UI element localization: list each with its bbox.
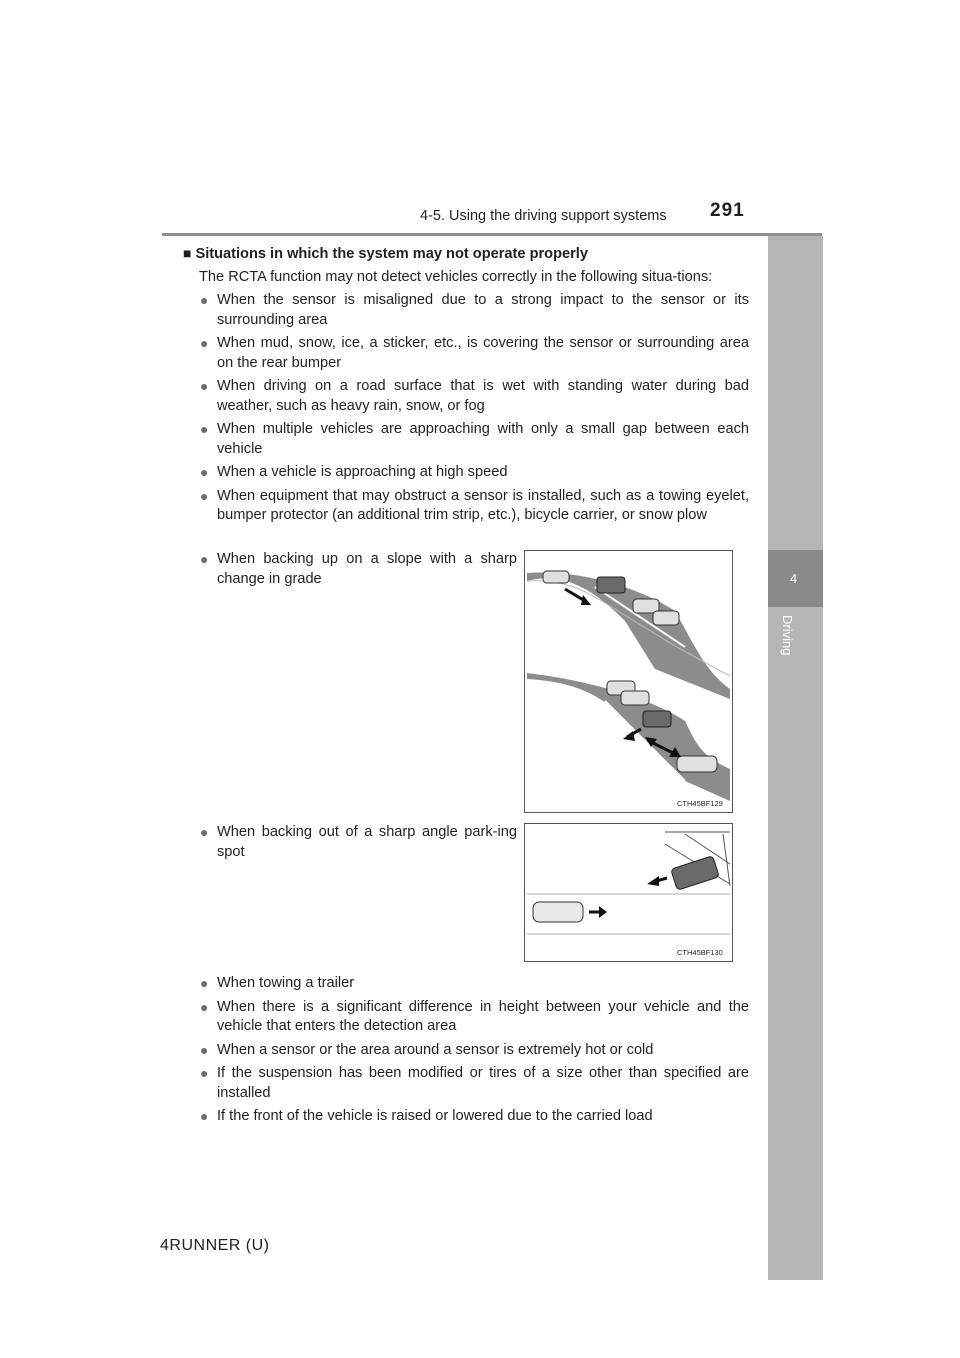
heading-marker: ■ <box>183 245 192 261</box>
parking-diagram-icon <box>525 824 732 961</box>
figure-code: CTH45BF130 <box>677 948 723 957</box>
bullet-list-top <box>183 291 749 526</box>
header-section-title: 4-5. Using the driving support systems <box>420 208 667 224</box>
bullet-icon: ● <box>200 292 209 308</box>
bullet-icon: ● <box>200 975 209 991</box>
bullet-icon: ● <box>200 998 209 1015</box>
list-item: ● When equipment that may obstruct a sensor is installed, such as a towing eyelet, bumper protector (an additional trim strip, etc.), bicycle carrier, or snow plow <box>200 487 749 523</box>
list-item: ● If the suspension has been modified or tires of a size other than specified are installed <box>200 1065 749 1101</box>
list-item: ● When driving on a road surface that is wet with standing water during bad weather, such as heavy rain, snow, or fog <box>200 378 749 414</box>
section-heading <box>183 244 749 265</box>
list-item: ● When there is a significant difference in height between your vehicle and the vehicle that enters the detection area <box>200 998 749 1034</box>
bullet-list-bottom <box>183 970 749 1127</box>
list-item: ● When multiple vehicles are approaching with only a small gap between each vehicle <box>200 421 749 457</box>
list-item: ● When a vehicle is approaching at high speed <box>183 463 749 483</box>
side-strip-top <box>768 236 823 550</box>
main-content <box>183 244 749 526</box>
list-item: ● When mud, snow, ice, a sticker, etc., is covering the sensor or surrounding area on the rear bumper <box>200 335 749 371</box>
list-item: ● When backing up on a slope with a sharp change in grade <box>200 551 517 587</box>
page-number: 291 <box>710 200 745 221</box>
figure-item-slope <box>183 550 517 589</box>
header-rule <box>162 233 822 236</box>
side-strip-bottom <box>768 607 823 1280</box>
list-item: ● If the front of the vehicle is raised or lowered due to the carried load <box>183 1107 749 1127</box>
bullet-icon: ● <box>200 335 209 351</box>
intro-paragraph: The RCTA function may not detect vehicles correctly in the following situa-tions: <box>199 268 713 285</box>
bullet-icon: ● <box>200 487 209 504</box>
bullet-icon: ● <box>200 1065 209 1081</box>
figure-item-parking <box>183 823 517 862</box>
bullet-icon: ● <box>200 464 209 480</box>
bullet-icon: ● <box>200 824 209 840</box>
bullet-icon: ● <box>200 551 209 567</box>
chapter-number: 4 <box>790 571 798 586</box>
bullet-icon: ● <box>200 1108 209 1124</box>
parking-illustration <box>524 823 733 962</box>
chapter-label: Driving <box>780 615 795 656</box>
figure-code: CTH45BF129 <box>677 799 723 808</box>
bullet-icon: ● <box>200 421 209 437</box>
bullet-icon: ● <box>200 378 209 394</box>
list-item: ● When backing out of a sharp angle park-ing spot <box>200 824 517 860</box>
slope-illustration <box>524 550 733 813</box>
list-item: ● When towing a trailer <box>183 974 749 994</box>
heading-text: Situations in which the system may not operate properly <box>195 246 588 262</box>
bullet-icon: ● <box>200 1041 209 1058</box>
list-item: ● When a sensor or the area around a sensor is extremely hot or cold <box>183 1041 749 1061</box>
footer-model: 4RUNNER (U) <box>160 1237 270 1254</box>
list-item: ● When the sensor is misaligned due to a strong impact to the sensor or its surrounding area <box>200 292 749 328</box>
slope-diagram-icon <box>525 551 732 812</box>
